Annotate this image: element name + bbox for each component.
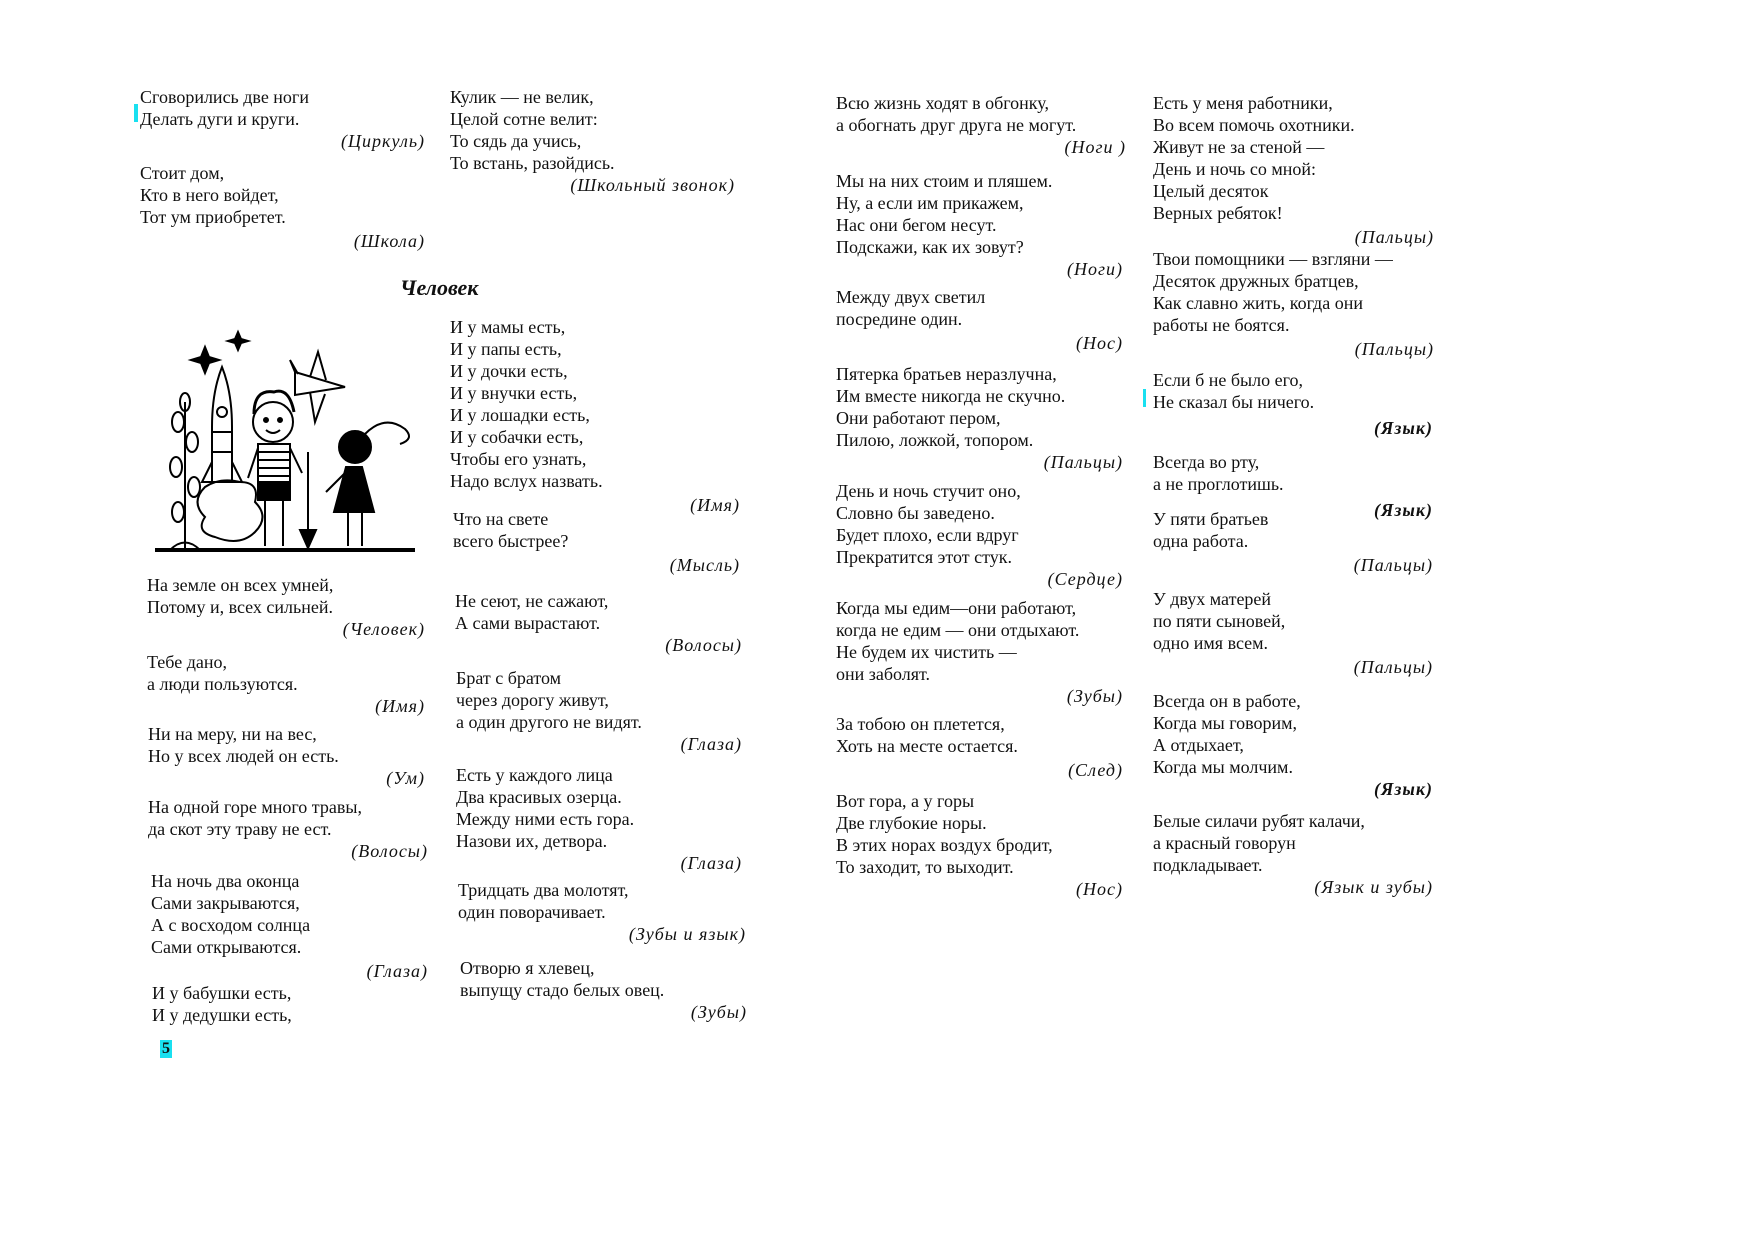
riddle-legs-1 bbox=[836, 92, 1126, 158]
riddle-line: Кулик — не велик, bbox=[450, 87, 594, 107]
riddle-line: Не сеют, не сажают, bbox=[455, 591, 609, 611]
riddle-teeth-tongue bbox=[458, 879, 746, 945]
riddle-line: Делать дуги и круги. bbox=[140, 109, 300, 129]
section-heading: Человек bbox=[400, 275, 479, 300]
riddle-line: Когда мы молчим. bbox=[1153, 757, 1293, 777]
riddle-fingers-1 bbox=[1153, 92, 1434, 248]
riddle-fingers-4 bbox=[1153, 508, 1433, 576]
riddle-line: Стоит дом, bbox=[140, 163, 225, 183]
riddle-line: Целой сотне велит: bbox=[450, 109, 598, 129]
riddle-line: Потому и, всех сильней. bbox=[147, 597, 333, 617]
riddle-line: Две глубокие норы. bbox=[836, 813, 987, 833]
riddle-line: Нас они бегом несут. bbox=[836, 215, 997, 235]
riddle-tongue-3 bbox=[1153, 690, 1433, 800]
riddle-line: через дорогу живут, bbox=[456, 690, 609, 710]
riddle-line: Если б не было его, bbox=[1153, 370, 1304, 390]
riddle-line: Будет плохо, если вдруг bbox=[836, 525, 1019, 545]
riddle-line: За тобою он плетется, bbox=[836, 714, 1005, 734]
riddle-line: Не будем их чистить — bbox=[836, 642, 1017, 662]
riddle-line: И у бабушки есть, bbox=[152, 983, 292, 1003]
riddle-line: Пилою, ложкой, топором. bbox=[836, 430, 1034, 450]
riddle-line: Тот ум приобретет. bbox=[140, 207, 286, 227]
riddle-line: а один другого не видят. bbox=[456, 712, 642, 732]
riddle-line: Тридцать два молотят, bbox=[458, 880, 629, 900]
riddle-line: посредине один. bbox=[836, 309, 963, 329]
riddle-line: Верных ребяток! bbox=[1153, 203, 1283, 223]
riddle-answer: (Нос) bbox=[1076, 333, 1123, 353]
riddle-line: У двух матерей bbox=[1153, 589, 1272, 609]
riddle-line: Белые силачи рубят калачи, bbox=[1153, 811, 1365, 831]
riddle-hair-1 bbox=[455, 590, 742, 656]
riddle-line: Когда мы говорим, bbox=[1153, 713, 1298, 733]
riddle-answer: (Школа) bbox=[353, 231, 425, 251]
riddle-answer: (Язык) bbox=[1373, 500, 1433, 520]
riddle-line: одно имя всем. bbox=[1153, 633, 1269, 653]
riddle-line: Ни на меру, ни на вес, bbox=[148, 724, 317, 744]
riddle-line: один поворачивает. bbox=[458, 902, 606, 922]
highlight-mark bbox=[134, 104, 138, 122]
riddle-line: То сядь да учись, bbox=[450, 131, 582, 151]
riddle-teeth-2 bbox=[836, 597, 1123, 707]
riddle-line: Целый десяток bbox=[1153, 181, 1269, 201]
riddle-line: На ночь два оконца bbox=[151, 871, 300, 891]
riddle-nose-1 bbox=[836, 286, 1123, 354]
riddle-line: выпущу стадо белых овец. bbox=[460, 980, 665, 1000]
riddle-human bbox=[147, 574, 425, 640]
riddle-legs-2 bbox=[836, 170, 1123, 280]
riddle-line: И у дочки есть, bbox=[450, 361, 568, 381]
riddle-answer: (Пальцы) bbox=[1353, 657, 1433, 677]
riddle-answer: (Нос) bbox=[1076, 879, 1123, 899]
riddle-line: работы не боятся. bbox=[1153, 315, 1290, 335]
riddle-name bbox=[450, 316, 740, 516]
riddle-nose-2 bbox=[836, 790, 1123, 900]
riddle-line: Брат с братом bbox=[456, 668, 562, 688]
riddle-line: Прекратится этот стук. bbox=[836, 547, 1012, 567]
riddle-answer: (След) bbox=[1068, 760, 1123, 780]
riddle-school-bell bbox=[450, 86, 735, 196]
riddle-line: Всю жизнь ходят в обгонку, bbox=[836, 93, 1049, 113]
riddle-line: одна работа. bbox=[1153, 531, 1249, 551]
riddle-line: И у папы есть, bbox=[450, 339, 562, 359]
riddle-answer: (Зубы) bbox=[1066, 686, 1123, 706]
riddle-line: День и ночь со мной: bbox=[1153, 159, 1317, 179]
riddle-line: Как славно жить, когда они bbox=[1153, 293, 1363, 313]
riddle-line: Они работают пером, bbox=[836, 408, 1001, 428]
riddle-line: На одной горе много травы, bbox=[148, 797, 362, 817]
riddle-line: В этих норах воздух бродит, bbox=[836, 835, 1053, 855]
riddle-line: И у внучки есть, bbox=[450, 383, 578, 403]
riddle-answer: (Школьный звонок) bbox=[570, 175, 735, 195]
riddle-answer: (Имя) bbox=[375, 696, 425, 716]
riddle-answer: (Ноги) bbox=[1066, 259, 1123, 279]
riddle-answer: (Циркуль) bbox=[341, 131, 425, 151]
riddle-line: Отворю я хлевец, bbox=[460, 958, 595, 978]
riddle-line: а красный говорун bbox=[1153, 833, 1296, 853]
riddle-fingers-2 bbox=[1153, 248, 1434, 360]
riddle-answer: (Пальцы) bbox=[1354, 339, 1434, 359]
riddle-line: Твои помощники — взгляни — bbox=[1153, 249, 1393, 269]
riddle-line: Хоть на месте остается. bbox=[836, 736, 1018, 756]
riddle-eyes-3 bbox=[151, 870, 428, 982]
riddle-line: Сговорились две ноги bbox=[140, 87, 309, 107]
riddle-answer: (Имя) bbox=[690, 495, 740, 515]
riddle-footprint bbox=[836, 713, 1123, 781]
riddle-line: Есть у меня работники, bbox=[1153, 93, 1333, 113]
riddle-line: Словно бы заведено. bbox=[836, 503, 995, 523]
riddle-line: Кто в него войдет, bbox=[140, 185, 279, 205]
highlight-mark bbox=[1143, 389, 1146, 407]
riddle-answer: (Язык и зубы) bbox=[1314, 877, 1433, 897]
riddle-line: Пятерка братьев неразлучна, bbox=[836, 364, 1057, 384]
riddle-line: День и ночь стучит оно, bbox=[836, 481, 1021, 501]
riddle-line: Два красивых озерца. bbox=[456, 787, 622, 807]
riddle-answer: (Волосы) bbox=[665, 635, 742, 655]
riddle-line: Десяток дружных братцев, bbox=[1153, 271, 1359, 291]
riddle-line: Им вместе никогда не скучно. bbox=[836, 386, 1066, 406]
riddle-fingers-5 bbox=[1153, 588, 1433, 678]
riddle-line: Когда мы едим—они работают, bbox=[836, 598, 1077, 618]
riddle-answer: (Язык) bbox=[1373, 779, 1433, 799]
riddle-line: а люди пользуются. bbox=[147, 674, 298, 694]
riddle-eyes-1 bbox=[456, 667, 742, 755]
riddle-grandparents bbox=[152, 982, 429, 1026]
riddle-line: Тебе дано, bbox=[147, 652, 227, 672]
riddle-line: У пяти братьев bbox=[1153, 509, 1269, 529]
riddle-line: А сами вырастают. bbox=[455, 613, 601, 633]
riddle-answer: (Человек) bbox=[342, 619, 425, 639]
riddle-line: И у мамы есть, bbox=[450, 317, 566, 337]
riddle-line: Между ними есть гора. bbox=[456, 809, 635, 829]
riddle-tongue-1 bbox=[1153, 369, 1433, 439]
riddle-line: Всегда во рту, bbox=[1153, 452, 1260, 472]
riddle-eyes-2 bbox=[456, 764, 742, 874]
riddle-line: Не сказал бы ничего. bbox=[1153, 392, 1315, 412]
riddle-teeth bbox=[460, 957, 747, 1023]
riddle-answer: (Ум) bbox=[386, 768, 425, 788]
riddle-line: да скот эту траву не ест. bbox=[148, 819, 332, 839]
riddle-heart bbox=[836, 480, 1123, 590]
riddle-answer: (Ноги ) bbox=[1064, 137, 1126, 157]
riddle-line: Во всем помочь охотники. bbox=[1153, 115, 1355, 135]
riddle-line: И у собачки есть, bbox=[450, 427, 584, 447]
riddle-line: когда не едим — они отдыхают. bbox=[836, 620, 1080, 640]
riddle-line: Живут не за стеной — bbox=[1153, 137, 1325, 157]
riddle-line: Между двух светил bbox=[836, 287, 986, 307]
riddle-line: На земле он всех умней, bbox=[147, 575, 334, 595]
riddle-line: Подскажи, как их зовут? bbox=[836, 237, 1024, 257]
riddle-tongue-teeth bbox=[1153, 810, 1433, 898]
riddle-line: Что на свете bbox=[453, 509, 549, 529]
riddle-answer: (Язык) bbox=[1373, 418, 1433, 438]
riddle-line: Назови их, детвора. bbox=[456, 831, 608, 851]
riddle-line: Надо вслух назвать. bbox=[450, 471, 603, 491]
riddle-mind bbox=[148, 723, 425, 789]
riddle-line: Вот гора, а у горы bbox=[836, 791, 975, 811]
riddle-line: А отдыхает, bbox=[1153, 735, 1244, 755]
riddle-line: а не проглотишь. bbox=[1153, 474, 1284, 494]
riddle-line: И у лошадки есть, bbox=[450, 405, 590, 425]
riddle-answer: (Пальцы) bbox=[1353, 555, 1433, 575]
riddle-answer: (Пальцы) bbox=[1354, 227, 1434, 247]
page-number: 5 bbox=[162, 1040, 170, 1057]
riddle-line: Всегда он в работе, bbox=[1153, 691, 1301, 711]
riddle-line: А с восходом солнца bbox=[151, 915, 311, 935]
riddle-line: Мы на них стоим и пляшем. bbox=[836, 171, 1053, 191]
riddle-line: Ну, а если им прикажем, bbox=[836, 193, 1024, 213]
children-rocket-illustration bbox=[150, 322, 420, 557]
riddle-line: То встань, разойдись. bbox=[450, 153, 615, 173]
riddle-answer: (Глаза) bbox=[680, 853, 742, 873]
riddle-thought bbox=[453, 508, 740, 576]
riddle-line: Сами открываются. bbox=[151, 937, 302, 957]
riddle-line: Чтобы его узнать, bbox=[450, 449, 587, 469]
riddle-answer: (Зубы и язык) bbox=[628, 924, 746, 944]
riddle-line: Но у всех людей он есть. bbox=[148, 746, 339, 766]
riddle-school bbox=[140, 162, 425, 252]
riddle-answer: (Мысль) bbox=[669, 555, 740, 575]
riddle-answer: (Волосы) bbox=[351, 841, 428, 861]
riddle-compass bbox=[140, 86, 425, 152]
riddle-line: Есть у каждого лица bbox=[456, 765, 613, 785]
riddle-answer: (Сердце) bbox=[1047, 569, 1123, 589]
riddle-answer: (Глаза) bbox=[366, 961, 428, 981]
riddle-line: Сами закрываются, bbox=[151, 893, 300, 913]
riddle-hair-2 bbox=[148, 796, 428, 862]
riddle-fingers-3 bbox=[836, 363, 1123, 473]
riddle-line: То заходит, то выходит. bbox=[836, 857, 1014, 877]
riddle-line: они заболят. bbox=[836, 664, 931, 684]
riddle-answer: (Глаза) bbox=[680, 734, 742, 754]
riddle-name-2 bbox=[147, 651, 425, 717]
riddle-line: И у дедушки есть, bbox=[152, 1005, 292, 1025]
riddle-line: по пяти сыновей, bbox=[1153, 611, 1286, 631]
riddle-answer: (Пальцы) bbox=[1043, 452, 1123, 472]
riddle-answer: (Зубы) bbox=[690, 1002, 747, 1022]
riddle-line: подкладывает. bbox=[1153, 855, 1263, 875]
riddle-line: а обогнать друг друга не могут. bbox=[836, 115, 1077, 135]
riddle-line: всего быстрее? bbox=[453, 531, 569, 551]
